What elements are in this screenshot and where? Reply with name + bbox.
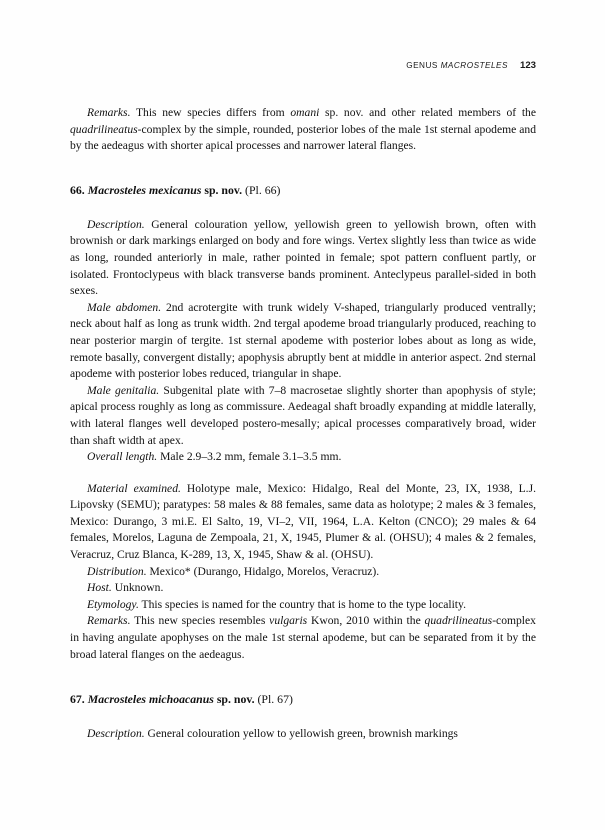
paragraph-description-66 xyxy=(70,217,536,300)
species-name-67: Macrosteles michoacanus xyxy=(87,692,214,707)
lead-in-material-examined: Material examined. xyxy=(87,481,181,495)
paragraph-material-examined-text: Holotype male, Mexico: Hidalgo, Real del Monte, 23, IX, 1938, L.J. Lipovsky (SEMU); paratypes: 58 males & 88 females, same data as holotype; 2 males & 3 females, Mexico: Durango, 3 mi.E. El Salto, 19, VI–2, VII, 1964, L.A. Kelton (CNCO); 29 males & 64 females, Morelos, Laguna de Zempoala, 21, X, 1945, Plumer & al. (OHSU); 4 males & 2 females, Veracruz, Cruz Blanca, K-289, 13, X, 1945, Shaw & al. (OHSU). xyxy=(70,481,536,562)
heading-block-66 xyxy=(70,182,536,198)
paragraph-remarks-top-text: This new species differs from omani sp. nov. and other related members of the quadrilineatus-complex by the simple, rounded, posterior lobes of the male 1st sternal apodeme and by the aedeagus with shorter apical processes and narrower lateral flanges. xyxy=(70,106,536,153)
paragraph-overall-length xyxy=(70,449,536,466)
paragraph-male-genitalia xyxy=(70,383,536,449)
species-heading-66 xyxy=(70,182,536,198)
paragraph-overall-length-text: Male 2.9–3.2 mm, female 3.1–3.5 mm. xyxy=(157,450,342,464)
species-plate-66: (Pl. 66) xyxy=(245,182,281,197)
page-number: 123 xyxy=(519,60,536,71)
paragraph-remarks-66 xyxy=(70,613,536,663)
lead-in-overall-length: Overall length. xyxy=(87,450,158,464)
species-heading-67 xyxy=(70,691,536,707)
lead-in-remarks: Remarks. xyxy=(87,106,131,119)
species-name-66: Macrosteles mexicanus xyxy=(87,182,202,197)
paragraph-material-examined xyxy=(70,481,536,564)
running-head xyxy=(70,60,536,71)
lead-in-description-66: Description. xyxy=(87,217,145,231)
paragraph-male-abdomen xyxy=(70,300,536,383)
species-authority-67: sp. nov. xyxy=(216,692,255,707)
species-authority-66: sp. nov. xyxy=(204,182,243,197)
running-head-prefix: GENUS xyxy=(406,61,438,70)
lead-in-etymology: Etymology. xyxy=(87,597,139,611)
paragraph-male-genitalia-text: Subgenital plate with 7–8 macrosetae slightly shorter than apophysis of style; apical process roughly as long as commissure. Aedeagal shaft broadly expanding at middle laterally, with lateral flanges well developed postero-mesally; apical processes comparatively broad, wider than shaft width at apex. xyxy=(70,383,536,447)
lead-in-male-genitalia: Male genitalia. xyxy=(87,383,160,397)
paragraph-host-text: Unknown. xyxy=(111,581,164,595)
paragraph-distribution-text: Mexico* (Durango, Hidalgo, Morelos, Veracruz). xyxy=(146,564,380,578)
paragraph-description-67-text: General colouration yellow to yellowish green, brownish markings xyxy=(144,727,458,741)
page-content xyxy=(70,60,536,743)
lead-in-description-67: Description. xyxy=(87,727,145,741)
lead-in-distribution: Distribution. xyxy=(87,564,147,578)
running-head-genus: MACROSTELES xyxy=(440,61,508,70)
paragraph-host xyxy=(70,580,536,597)
paragraph-remarks-66-text: This new species resembles vulgaris Kwon, 2010 within the quadrilineatus-complex in having angulate apophyses on the male 1st sternal apodeme, but can be separated from it by the broad lateral flanges on the aedeagus. xyxy=(70,614,536,661)
paragraph-etymology xyxy=(70,597,536,614)
species-number-67: 67. xyxy=(70,692,85,707)
paragraph-etymology-text: This species is named for the country that is home to the type locality. xyxy=(138,597,466,611)
lead-in-male-abdomen: Male abdomen. xyxy=(87,300,162,314)
paragraph-male-abdomen-text: 2nd acrotergite with trunk widely V-shaped, triangularly produced ventrally; neck about half as long as trunk width. 2nd tergal apodeme broad triangularly produced, reaching to near posterior margin of tergite. 1st sternal apodeme with posterior lobes about as long as wide, remote basally, convergent distally; apophysis abruptly bent at middle in anterior aspect. 2nd sternal apodeme with posterior lobes reduced, triangular in shape. xyxy=(70,300,536,381)
heading-block-67 xyxy=(70,691,536,707)
lead-in-host: Host. xyxy=(87,581,112,595)
species-plate-67: (Pl. 67) xyxy=(257,692,293,707)
species-number-66: 66. xyxy=(70,182,85,197)
paragraph-description-67 xyxy=(70,726,536,743)
paragraph-distribution xyxy=(70,564,536,581)
paragraph-remarks-top xyxy=(70,105,536,155)
paragraph-description-66-text: General colouration yellow, yellowish green to yellowish brown, often with brownish or dark markings enlarged on body and fore wings. Vertex slightly less than twice as wide as long, rounded anteriorly in male, rather pointed in female; spot pattern confluent partly, or isolated. Frontoclypeus with black transverse bands prominent. Anteclypeus parallel-sided in both sexes. xyxy=(70,217,536,298)
lead-in-remarks-66: Remarks. xyxy=(87,614,131,628)
